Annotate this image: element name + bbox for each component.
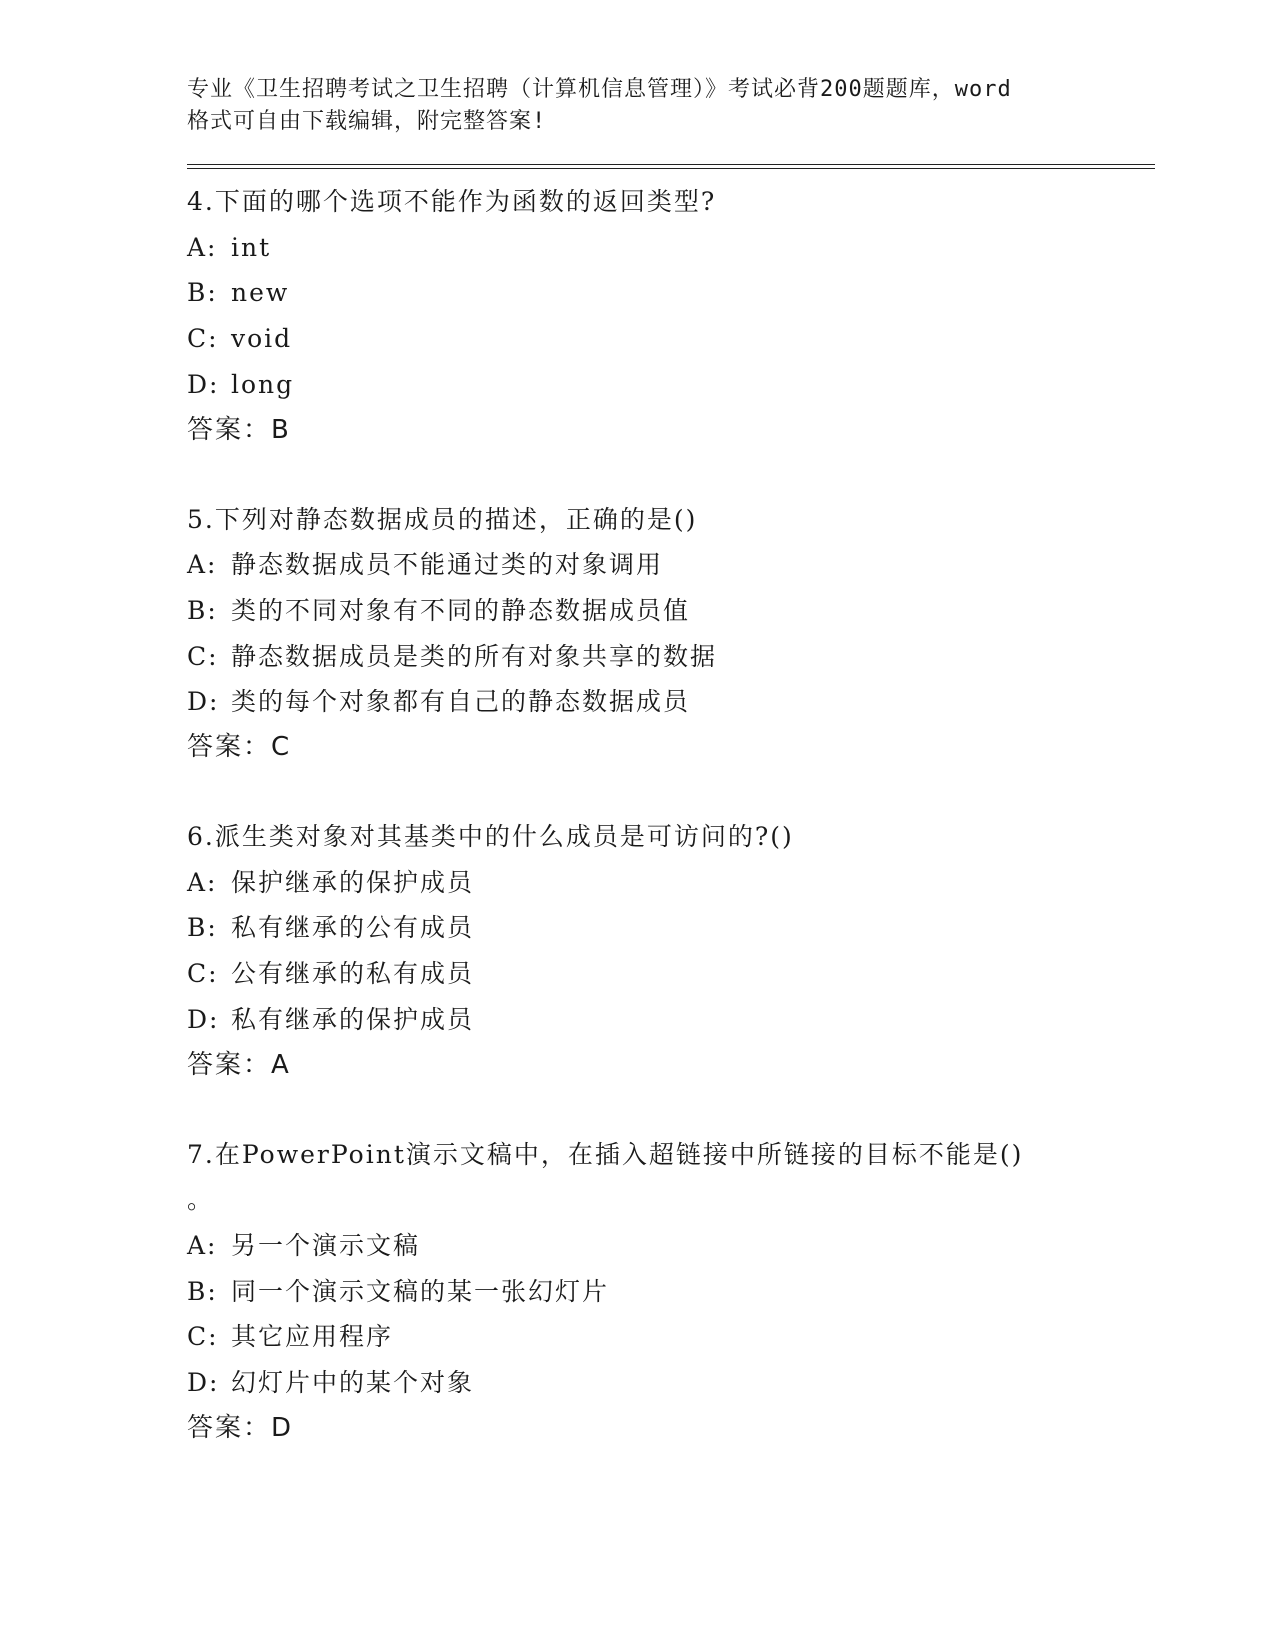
question-text-continuation: 。 (187, 1185, 215, 1215)
question-4 (187, 179, 1155, 453)
option-letter: C: (187, 1322, 219, 1352)
option-text: 私有继承的公有成员 (231, 913, 475, 943)
option-letter: A: (187, 1230, 218, 1260)
option-letter: B: (187, 1276, 218, 1306)
answer-label: 答案：D (187, 1412, 294, 1443)
option-letter: C: (187, 641, 219, 671)
option-text: 另一个演示文稿 (231, 1230, 421, 1260)
option-text: 幻灯片中的某个对象 (231, 1368, 475, 1398)
option-letter: C: (187, 959, 219, 989)
option-c (187, 1314, 1155, 1360)
document-page (187, 74, 1155, 1495)
answer-label: 答案：A (187, 1049, 291, 1080)
option-letter: B: (187, 278, 218, 308)
option-letter: A: (187, 232, 218, 262)
question-5 (187, 497, 1155, 771)
option-a (187, 542, 1155, 588)
option-d (187, 1360, 1155, 1406)
answer-label: 答案：B (187, 414, 291, 445)
document-header (187, 74, 1155, 138)
option-text: 静态数据成员不能通过类的对象调用 (231, 550, 664, 580)
option-letter: D: (187, 1004, 220, 1034)
option-a (187, 860, 1155, 906)
option-text: 私有继承的保护成员 (231, 1004, 475, 1034)
option-letter: B: (187, 913, 218, 943)
option-d (187, 997, 1155, 1043)
option-text: 类的每个对象都有自己的静态数据成员 (231, 687, 691, 717)
option-text: void (231, 324, 293, 354)
header-divider (187, 164, 1155, 169)
question-text: 7.在PowerPoint演示文稿中，在插入超链接中所链接的目标不能是() (187, 1139, 1024, 1169)
option-c (187, 951, 1155, 997)
answer-label: 答案：C (187, 732, 292, 763)
option-text: 保护继承的保护成员 (231, 867, 475, 897)
question-text: 5.下列对静态数据成员的描述，正确的是() (187, 504, 698, 534)
option-a (187, 1223, 1155, 1269)
option-text: 其它应用程序 (231, 1322, 394, 1352)
option-text: new (231, 278, 290, 308)
option-b (187, 588, 1155, 634)
option-text: int (231, 232, 272, 262)
question-text: 6.派生类对象对其基类中的什么成员是可访问的?() (187, 822, 794, 852)
option-d (187, 679, 1155, 725)
option-text: 类的不同对象有不同的静态数据成员值 (231, 595, 691, 625)
option-b (187, 270, 1155, 316)
option-letter: A: (187, 550, 218, 580)
option-a (187, 225, 1155, 271)
question-7 (187, 1132, 1155, 1451)
option-d (187, 362, 1155, 408)
option-letter: D: (187, 1368, 220, 1398)
option-text: 同一个演示文稿的某一张幻灯片 (231, 1276, 610, 1306)
option-letter: C: (187, 324, 219, 354)
option-text: 静态数据成员是类的所有对象共享的数据 (231, 641, 718, 671)
header-line-2: 格式可自由下载编辑，附完整答案! (187, 109, 547, 134)
option-b (187, 905, 1155, 951)
option-text: long (231, 369, 295, 399)
option-text: 公有继承的私有成员 (231, 959, 475, 989)
question-text: 4.下面的哪个选项不能作为函数的返回类型? (187, 187, 717, 216)
option-b (187, 1269, 1155, 1315)
option-letter: D: (187, 369, 220, 399)
option-c (187, 316, 1155, 362)
option-c (187, 634, 1155, 680)
option-letter: B: (187, 595, 218, 625)
question-6 (187, 814, 1155, 1088)
option-letter: D: (187, 687, 220, 717)
question-list (187, 179, 1155, 1451)
option-letter: A: (187, 867, 218, 897)
header-line-1: 专业《卫生招聘考试之卫生招聘（计算机信息管理）》考试必背200题题库，word (187, 77, 1012, 102)
